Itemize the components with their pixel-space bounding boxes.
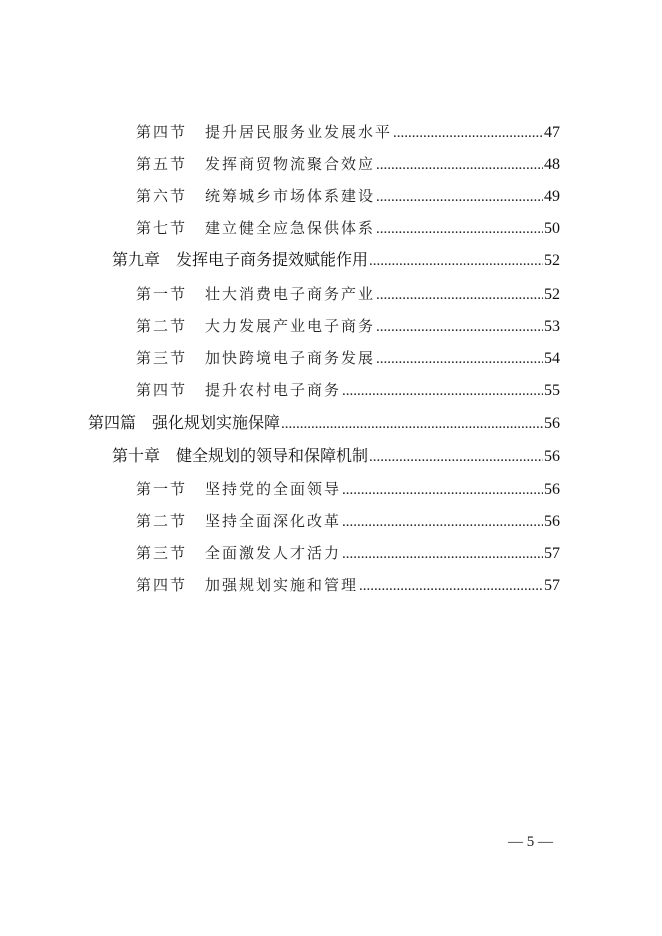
toc-entry-label: 第五节: [136, 155, 188, 173]
dot-leader: [376, 313, 543, 341]
toc-entry-label: 第一节: [136, 285, 188, 303]
toc-entry-page: 50: [544, 220, 560, 237]
toc-entry-title: 强化规划实施保障: [152, 413, 281, 432]
toc-entry[interactable]: [136, 344, 560, 372]
toc-entry-label: 第四节: [136, 381, 188, 399]
toc-entry-label: 第十章: [112, 446, 161, 465]
toc-entry-label: 第四节: [136, 123, 188, 141]
toc-chapter-entry[interactable]: [112, 246, 560, 274]
toc-entry[interactable]: [136, 376, 560, 404]
toc-chapter-entry[interactable]: [112, 442, 560, 470]
toc-entry-page: 56: [544, 415, 560, 432]
dot-leader: [369, 443, 543, 471]
toc-entry-page: 48: [544, 156, 560, 173]
toc-entry[interactable]: [136, 182, 560, 210]
toc-entry[interactable]: [136, 475, 560, 503]
toc-entry-label: 第四节: [136, 576, 188, 594]
page-number: — 5 —: [508, 834, 553, 850]
toc-entry[interactable]: [136, 150, 560, 178]
dot-leader: [369, 247, 543, 275]
toc-entry[interactable]: [136, 118, 560, 146]
toc-entry-label: 第二节: [136, 317, 188, 335]
toc-entry-title: 坚持党的全面领导: [205, 480, 342, 498]
toc-entry-page: 52: [544, 252, 560, 269]
toc-entry-label: 第三节: [136, 349, 188, 367]
toc-entry-label: 第一节: [136, 480, 188, 498]
toc-entry-page: 56: [544, 513, 560, 530]
toc-entry-title: 发挥电子商务提效赋能作用: [176, 250, 369, 269]
dot-leader: [342, 540, 543, 568]
dot-leader: [359, 572, 543, 600]
toc-entry-label: 第七节: [136, 219, 188, 237]
toc-entry-title: 大力发展产业电子商务: [205, 317, 376, 335]
toc-entry-label: 第九章: [112, 250, 161, 269]
toc-entry-title: 提升农村电子商务: [205, 381, 342, 399]
toc-entry-page: 47: [544, 124, 560, 141]
toc-entry-title: 全面激发人才活力: [205, 544, 342, 562]
toc-entry-title: 提升居民服务业发展水平: [205, 123, 393, 141]
toc-entry-page: 55: [544, 382, 560, 399]
dot-leader: [342, 377, 543, 405]
dot-leader: [376, 183, 543, 211]
dot-leader: [342, 508, 543, 536]
dot-leader: [376, 281, 543, 309]
toc-entry-title: 加强规划实施和管理: [205, 576, 359, 594]
toc-entry-page: 56: [544, 448, 560, 465]
toc-entry[interactable]: [136, 280, 560, 308]
toc-entry[interactable]: [136, 539, 560, 567]
dot-leader: [376, 151, 543, 179]
toc-entry[interactable]: [136, 312, 560, 340]
toc-entry[interactable]: [136, 571, 560, 599]
toc-entry[interactable]: [136, 214, 560, 242]
toc-entry-label: 第四篇: [88, 413, 137, 432]
dot-leader: [393, 119, 543, 147]
toc-entry-label: 第六节: [136, 187, 188, 205]
toc-entry-title: 统筹城乡市场体系建设: [205, 187, 376, 205]
toc-entry-label: 第二节: [136, 512, 188, 530]
toc-entry-page: 57: [544, 545, 560, 562]
toc-entry-title: 健全规划的领导和保障机制: [176, 446, 369, 465]
dot-leader: [281, 410, 543, 438]
toc-entry-title: 发挥商贸物流聚合效应: [205, 155, 376, 173]
dot-leader: [376, 345, 543, 373]
toc-entry-page: 52: [544, 286, 560, 303]
toc-entry-title: 壮大消费电子商务产业: [205, 285, 376, 303]
toc-entry-page: 54: [544, 350, 560, 367]
toc-entry-page: 57: [544, 577, 560, 594]
toc-entry-title: 加快跨境电子商务发展: [205, 349, 376, 367]
toc-entry-label: 第三节: [136, 544, 188, 562]
dot-leader: [342, 476, 543, 504]
toc-entry-title: 建立健全应急保供体系: [205, 219, 376, 237]
toc-entry-page: 49: [544, 188, 560, 205]
toc-entry-page: 56: [544, 481, 560, 498]
toc-entry-page: 53: [544, 318, 560, 335]
toc-entry[interactable]: [136, 507, 560, 535]
dot-leader: [376, 215, 543, 243]
toc-part-entry[interactable]: [88, 409, 560, 437]
toc-entry-title: 坚持全面深化改革: [205, 512, 342, 530]
